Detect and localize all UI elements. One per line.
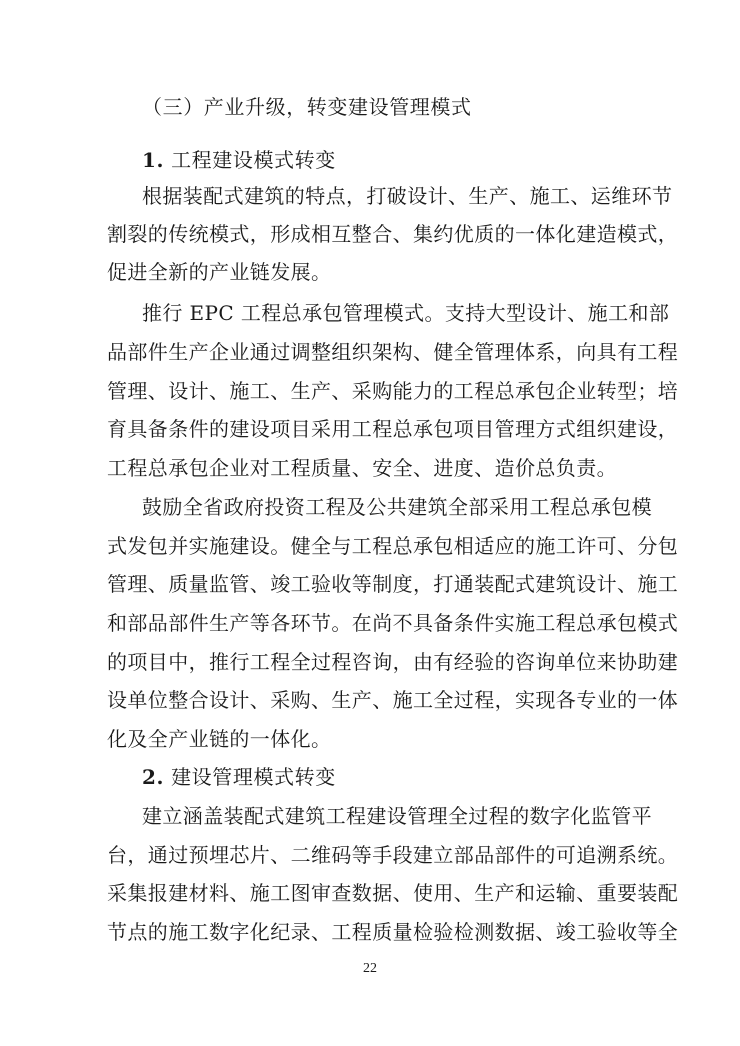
paragraph-line: 促进全新的产业链发展。 (107, 260, 332, 284)
paragraph-line: 化及全产业链的一体化。 (107, 727, 332, 751)
paragraph-line: 推行 EPC 工程总承包管理模式。支持大型设计、施工和部 (142, 301, 670, 325)
subsection-title: 工程建设模式转变 (171, 148, 336, 172)
paragraph-line: 品部件生产企业通过调整组织架构、健全管理体系，向具有工程 (107, 340, 679, 364)
paragraph-line: 节点的施工数字化纪录、工程质量检验检测数据、竣工验收等全 (107, 920, 679, 944)
subsection-number: 2. (142, 765, 165, 789)
paragraph-line: 建立涵盖装配式建筑工程建设管理全过程的数字化监管平 (142, 804, 652, 828)
paragraph-line: 工程总承包企业对工程质量、安全、进度、造价总负责。 (107, 456, 617, 480)
paragraph-line: 鼓励全省政府投资工程及公共建筑全部采用工程总承包模 (142, 495, 652, 519)
paragraph-line: 管理、质量监管、竣工验收等制度，打通装配式建筑设计、施工 (107, 572, 679, 596)
paragraph-line: 割裂的传统模式，形成相互整合、集约优质的一体化建造模式， (107, 222, 679, 246)
paragraph-line: 的项目中，推行工程全过程咨询，由有经验的咨询单位来协助建 (107, 650, 679, 674)
paragraph-line: 根据装配式建筑的特点，打破设计、生产、施工、运维环节 (142, 184, 673, 208)
paragraph-line: 育具备条件的建设项目采用工程总承包项目管理方式组织建设， (107, 417, 679, 441)
paragraph-line: 式发包并实施建设。健全与工程总承包相适应的施工许可、分包 (107, 534, 679, 558)
subsection-number: 1. (142, 148, 165, 172)
paragraph-line: 台，通过预埋芯片、二维码等手段建立部品部件的可追溯系统。 (107, 843, 679, 867)
paragraph-line: 设单位整合设计、采购、生产、施工全过程，实现各专业的一体 (107, 688, 679, 712)
page-number: 22 (363, 961, 377, 976)
paragraph-line: 管理、设计、施工、生产、采购能力的工程总承包企业转型；培 (107, 379, 679, 403)
subsection-heading-2 (142, 764, 336, 790)
subsection-title: 建设管理模式转变 (171, 765, 336, 789)
section-heading: （三）产业升级，转变建设管理模式 (142, 95, 472, 119)
paragraph-line: 采集报建材料、施工图审查数据、使用、生产和运输、重要装配 (107, 881, 679, 905)
subsection-heading-1 (142, 147, 336, 173)
paragraph-line: 和部品部件生产等各环节。在尚不具备条件实施工程总承包模式 (107, 611, 679, 635)
